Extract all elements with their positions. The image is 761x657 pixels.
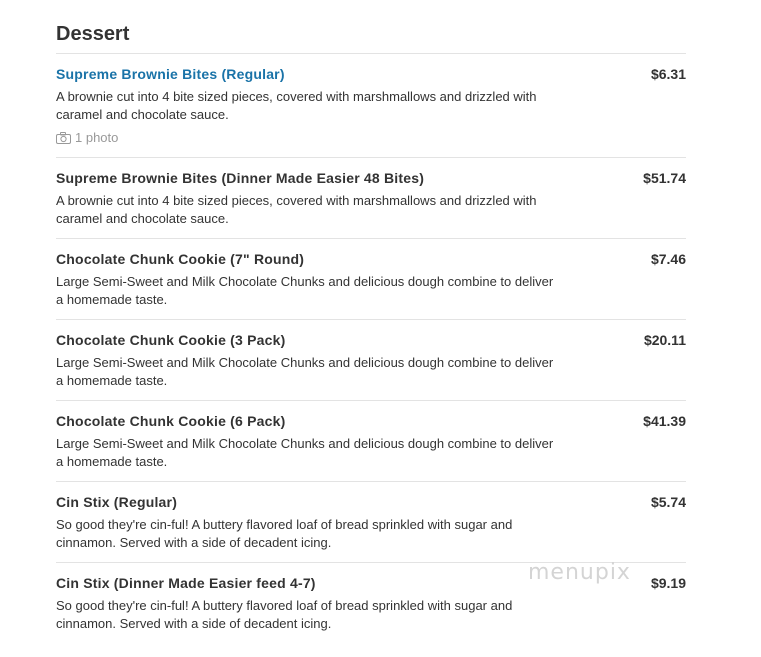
item-name: Chocolate Chunk Cookie (6 Pack) — [56, 413, 286, 429]
menu-item — [56, 401, 686, 482]
section-title: Dessert — [56, 20, 686, 54]
item-name: Supreme Brownie Bites (Dinner Made Easier 48 Bites) — [56, 170, 425, 186]
item-name-link[interactable]: Supreme Brownie Bites (Regular) — [56, 66, 285, 82]
item-name: Cin Stix (Regular) — [56, 494, 178, 510]
watermark-logo: menupix — [528, 560, 631, 585]
photo-link[interactable] — [56, 129, 686, 147]
menu-section — [56, 20, 686, 643]
item-price: $20.11 — [643, 332, 686, 348]
photo-count: 1 photo — [75, 130, 119, 145]
item-name: Chocolate Chunk Cookie (7" Round) — [56, 251, 305, 267]
item-description: So good they're cin-ful! A buttery flavored loaf of bread sprinkled with sugar and cinnamon. Served with a side of decadent icing. — [56, 517, 513, 550]
item-name: Chocolate Chunk Cookie (3 Pack) — [56, 332, 286, 348]
item-description: Large Semi-Sweet and Milk Chocolate Chunks and delicious dough combine to deliver a homemade taste. — [56, 436, 554, 469]
menu-item — [56, 239, 686, 320]
item-price: $51.74 — [643, 170, 686, 186]
item-price: $6.31 — [650, 66, 686, 82]
camera-icon — [56, 132, 71, 144]
item-description: Large Semi-Sweet and Milk Chocolate Chunks and delicious dough combine to deliver a homemade taste. — [56, 274, 554, 307]
item-description: Large Semi-Sweet and Milk Chocolate Chunks and delicious dough combine to deliver a homemade taste. — [56, 355, 554, 388]
item-price: $9.19 — [650, 575, 686, 591]
menu-item — [56, 158, 686, 239]
item-price: $5.74 — [650, 494, 686, 510]
menu-item — [56, 320, 686, 401]
item-price: $41.39 — [643, 413, 686, 429]
menu-item — [56, 482, 686, 563]
menu-item — [56, 54, 686, 158]
item-description: A brownie cut into 4 bite sized pieces, covered with marshmallows and drizzled with caramel and chocolate sauce. — [56, 89, 537, 122]
item-name: Cin Stix (Dinner Made Easier feed 4-7) — [56, 575, 316, 591]
item-description: So good they're cin-ful! A buttery flavored loaf of bread sprinkled with sugar and cinnamon. Served with a side of decadent icing. — [56, 598, 513, 631]
item-price: $7.46 — [650, 251, 686, 267]
item-description: A brownie cut into 4 bite sized pieces, covered with marshmallows and drizzled with caramel and chocolate sauce. — [56, 193, 537, 226]
